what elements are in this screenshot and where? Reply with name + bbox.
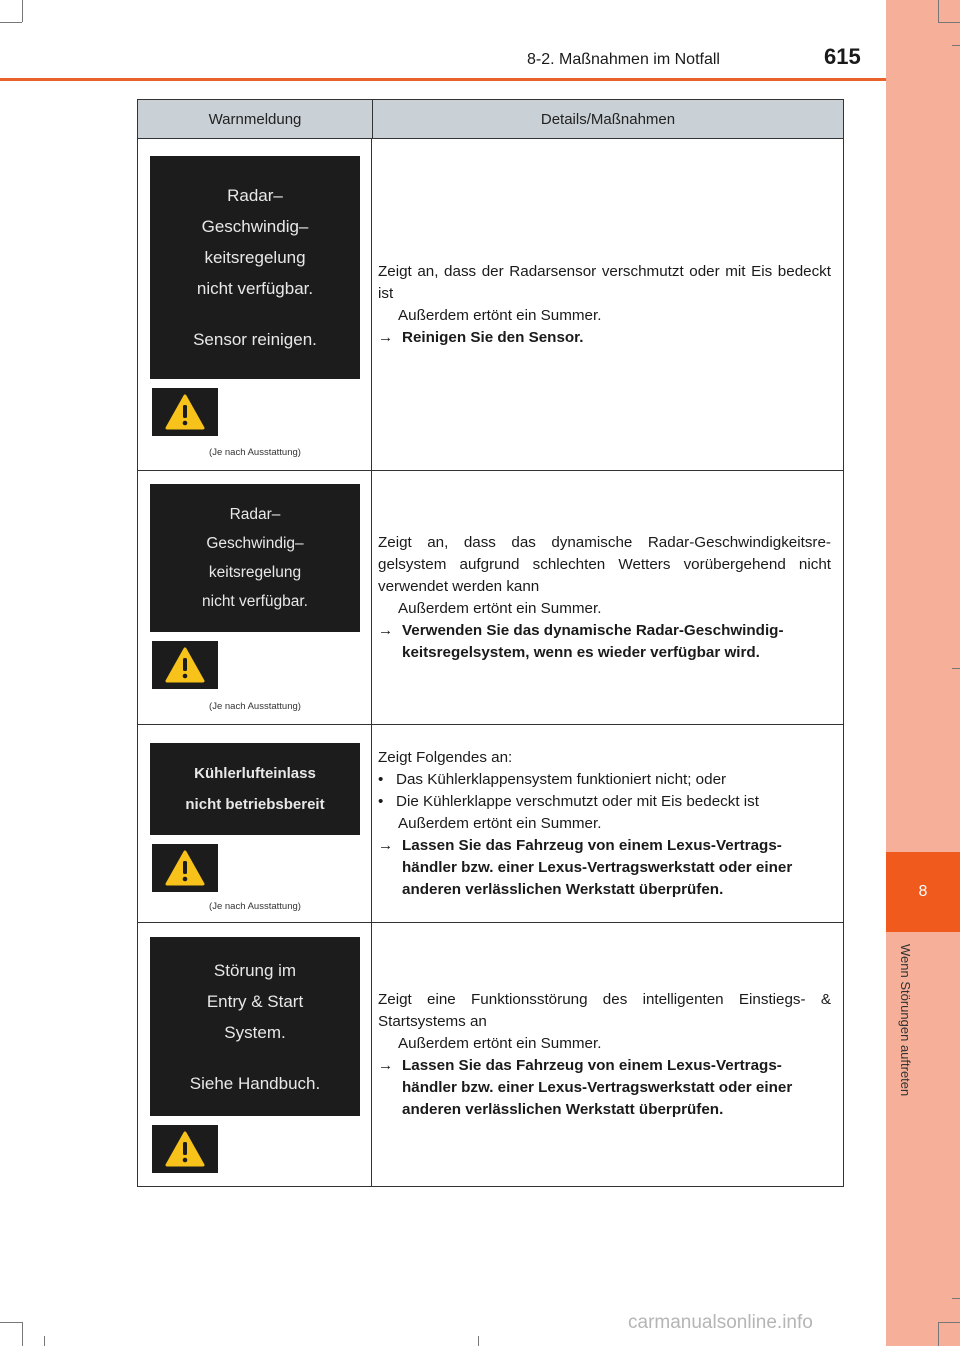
- display-screen: [150, 743, 360, 835]
- section-title: 8-2. Maßnahmen im Notfall: [527, 51, 720, 68]
- crop-mark: [938, 0, 939, 22]
- warning-cell: [138, 725, 372, 922]
- table-row: [138, 725, 843, 923]
- screen-line: Radar–: [227, 186, 283, 205]
- screen-line: Radar–: [229, 506, 281, 523]
- screen-line: nicht betriebsbereit: [185, 796, 325, 813]
- warning-cell: [138, 139, 372, 470]
- screen-line: Geschwindig–: [201, 217, 309, 236]
- screen-line: Störung im: [213, 960, 297, 980]
- page-number: 615: [824, 44, 861, 69]
- warning-icon: [152, 844, 218, 892]
- arrow-icon: →: [378, 1056, 394, 1074]
- screen-line: nicht verfügbar.: [196, 279, 314, 298]
- equipment-note: (Je nach Ausstattung): [209, 701, 301, 712]
- bullet-icon: •: [378, 792, 384, 810]
- screen-line: Siehe Handbuch.: [189, 1073, 321, 1093]
- screen-line: nicht verfügbar.: [202, 593, 308, 610]
- display-screen: [150, 156, 360, 379]
- screen-line: Kühlerlufteinlass: [194, 765, 316, 782]
- display-screen: [150, 937, 360, 1116]
- action-label: Lassen Sie das Fahrzeug von einem Lexus-Vertrags-händler bzw. einer Lexus-Vertragswerkstatt oder einer anderen verlässlichen Werkstatt überprüfen.: [402, 836, 793, 898]
- screen-line: keitsregelung: [204, 248, 306, 267]
- crop-mark: [938, 1322, 960, 1323]
- chapter-number: 8: [918, 883, 928, 900]
- bullet-label: Die Kühlerklappe verschmutzt oder mit Eis bedeckt ist: [396, 792, 759, 810]
- bullet-label: Das Kühlerklappensystem funktioniert nicht; oder: [396, 770, 727, 788]
- equipment-note: (Je nach Ausstattung): [209, 447, 301, 458]
- warning-icon: [152, 641, 218, 689]
- extra-text: Außerdem ertönt ein Summer.: [398, 814, 602, 832]
- details-cell: [372, 471, 843, 724]
- table-row: [138, 471, 843, 725]
- table-header: [138, 100, 843, 139]
- chapter-tab[interactable]: [886, 852, 960, 932]
- crop-mark: [478, 1336, 479, 1346]
- column-header-warning: Warnmeldung: [138, 100, 373, 138]
- column-header-details: Details/Maßnahmen: [540, 110, 676, 128]
- watermark: carmanualsonline.info: [628, 1312, 813, 1333]
- arrow-icon: →: [378, 328, 394, 346]
- extra-text: Außerdem ertönt ein Summer.: [398, 599, 602, 617]
- warning-icon: [152, 388, 218, 436]
- warning-table: [137, 99, 844, 1187]
- bullet-icon: •: [378, 770, 384, 788]
- action-label: Lassen Sie das Fahrzeug von einem Lexus-Vertrags-händler bzw. einer Lexus-Vertragswerkstatt oder einer anderen verlässlichen Werkstatt überprüfen.: [402, 1056, 793, 1118]
- screen-line: System.: [224, 1022, 286, 1042]
- table-row: [138, 923, 843, 1186]
- bullet-item: [378, 769, 831, 791]
- header-rule: [0, 78, 886, 81]
- crop-mark: [0, 22, 22, 23]
- warning-icon: [152, 1125, 218, 1173]
- action-text: [378, 327, 831, 349]
- details-text: Zeigt eine Funktionsstörung des intelligenten Einstiegs- & Startsystems an: [378, 990, 831, 1030]
- crop-mark: [22, 1322, 23, 1346]
- crop-mark: [952, 1298, 960, 1299]
- arrow-icon: →: [378, 836, 394, 854]
- details-text: Zeigt an, dass das dynamische Radar-Geschwindigkeitsre-gelsystem aufgrund schlechten Wetters vorübergehend nicht verwendet werden kann: [378, 533, 831, 595]
- crop-mark: [44, 1336, 45, 1346]
- action-label: Reinigen Sie den Sensor.: [402, 328, 584, 346]
- details-text: Zeigt an, dass der Radarsensor verschmutzt oder mit Eis bedeckt ist: [378, 262, 831, 302]
- bullet-item: [378, 791, 831, 813]
- screen-line: keitsregelung: [208, 564, 302, 581]
- action-text: [378, 835, 831, 901]
- action-label: Verwenden Sie das dynamische Radar-Geschwindig-keitsregelsystem, wenn es wieder verfügbar wird.: [402, 621, 784, 661]
- details-cell: [372, 923, 843, 1186]
- table-row: [138, 139, 843, 471]
- action-text: [378, 620, 831, 664]
- display-screen: [150, 484, 360, 632]
- chapter-title: Wenn Störungen auftreten: [898, 944, 913, 1097]
- screen-line: Geschwindig–: [206, 535, 304, 552]
- crop-mark: [952, 668, 960, 669]
- extra-text: Außerdem ertönt ein Summer.: [398, 306, 602, 324]
- equipment-note: (Je nach Ausstattung): [209, 901, 301, 912]
- details-cell: [372, 139, 843, 470]
- crop-mark: [938, 22, 960, 23]
- screen-line: Entry & Start: [206, 991, 304, 1011]
- screen-line: Sensor reinigen.: [193, 330, 317, 349]
- arrow-icon: →: [378, 621, 394, 639]
- crop-mark: [938, 1322, 939, 1346]
- details-cell: [372, 725, 843, 922]
- crop-mark: [22, 0, 23, 22]
- warning-cell: [138, 923, 372, 1186]
- warning-cell: [138, 471, 372, 724]
- crop-mark: [952, 45, 960, 46]
- details-text: Zeigt Folgendes an:: [378, 748, 513, 766]
- crop-mark: [0, 1322, 22, 1323]
- action-text: [378, 1055, 831, 1121]
- extra-text: Außerdem ertönt ein Summer.: [398, 1034, 602, 1052]
